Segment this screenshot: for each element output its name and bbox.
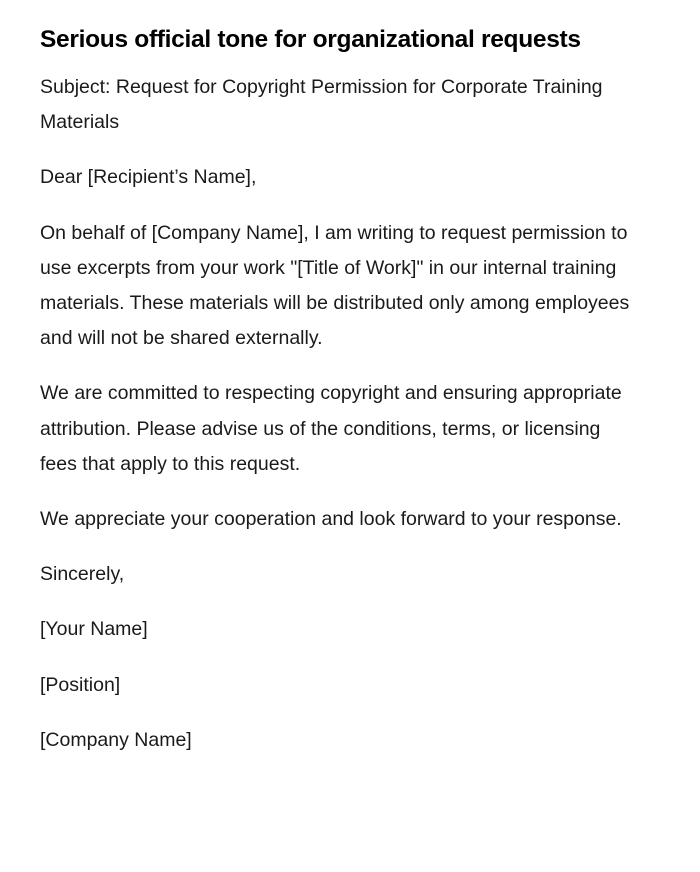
signature-company: [Company Name] (40, 728, 192, 751)
closing: Sincerely, (40, 563, 125, 586)
signature-position: [Position] (40, 673, 121, 696)
salutation: Dear [Recipient’s Name], (40, 166, 257, 189)
subject-line: Subject: Request for Copyright Permission for Corporate Training Materials (40, 76, 603, 134)
page-title: Serious official tone for organizational requests (40, 26, 581, 53)
body-paragraph-1: On behalf of [Company Name], I am writing to request permission to use excerpts from your work "[Title of Work]" in our internal training materials. These materials will be distributed only among employees and will not be shared externally. (40, 221, 630, 350)
body-paragraph-3: We appreciate your cooperation and look forward to your response. (40, 508, 622, 531)
letter-document (40, 22, 640, 758)
signature-name: [Your Name] (40, 618, 148, 641)
body-paragraph-2: We are committed to respecting copyright and ensuring appropriate attribution. Please advise us of the conditions, terms, or licensing fees that apply to this request. (40, 382, 622, 475)
